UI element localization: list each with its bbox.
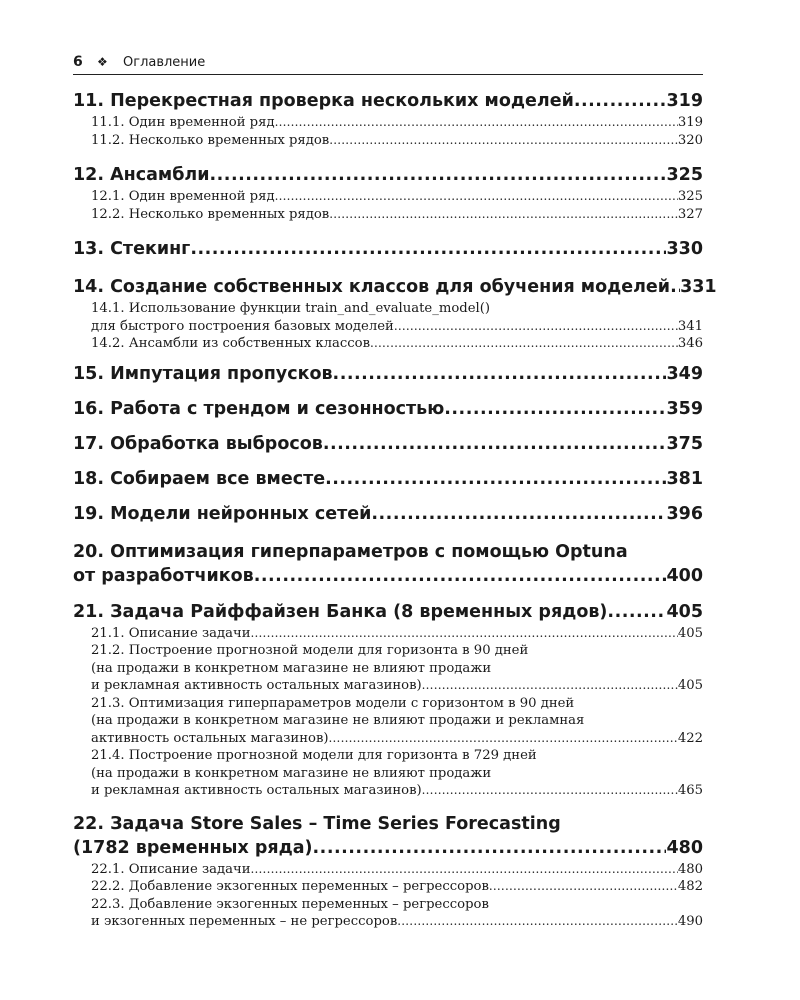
subsection-entry [91, 114, 703, 132]
chapter-entry [73, 432, 703, 456]
dot-leader [607, 600, 666, 624]
subsection-title: 14.2. Ансамбли из собственных классов [91, 336, 370, 351]
toc-chapter[interactable] [73, 600, 703, 624]
subsection-title: 21.1. Описание задачи [91, 625, 251, 641]
subsection-entry [91, 188, 703, 206]
chapter-entry [73, 502, 703, 526]
subsection-entry [91, 730, 703, 748]
subsection-page: 490 [677, 914, 703, 929]
toc-subsection[interactable] [73, 861, 703, 879]
chapter-page: 400 [666, 565, 703, 586]
chapter-title: 11. Перекрестная проверка нескольких моделей [73, 91, 574, 111]
toc-subsection[interactable] [73, 188, 703, 206]
chapter-page: 349 [666, 363, 703, 384]
dot-leader [251, 625, 678, 643]
chapter-title: 15. Импутация пропусков [73, 363, 333, 384]
subsection-list [73, 114, 703, 149]
ornament-icon: ❖ [97, 55, 108, 69]
subsection-entry [91, 913, 703, 931]
subsection-entry [91, 318, 703, 336]
chapter-page: 405 [666, 601, 703, 622]
subsection-entry [91, 677, 703, 695]
subsection-entry [91, 132, 703, 150]
dot-leader [190, 237, 666, 261]
chapter-title: 19. Модели нейронных сетей [73, 503, 372, 524]
chapter-page: 319 [666, 91, 703, 111]
running-title: Оглавление [123, 54, 206, 70]
chapter-title: 16. Работа с трендом и сезонностью [73, 398, 445, 419]
subsection-page: 405 [677, 678, 703, 693]
dot-leader [323, 432, 667, 456]
subsection-list [73, 625, 703, 800]
dot-leader [397, 913, 678, 931]
chapter-page: 359 [666, 398, 703, 419]
subsection-page: 482 [677, 879, 703, 894]
chapter-entry [73, 275, 717, 299]
subsection-title: 12.2. Несколько временных рядов [91, 206, 330, 222]
toc-chapter[interactable] [73, 397, 703, 421]
chapter-title: 14. Создание собственных классов для обучения моделей [73, 277, 671, 297]
subsection-title: для быстрого построения базовых моделей [91, 318, 394, 334]
dot-leader [333, 362, 667, 386]
toc-chapter[interactable] [73, 237, 703, 261]
dot-leader [370, 335, 678, 353]
dot-leader [670, 275, 680, 299]
toc-subsection[interactable] [73, 695, 703, 748]
subsection-list [73, 300, 703, 353]
chapter-title: 21. Задача Райффайзен Банка (8 временных рядов) [73, 601, 608, 622]
chapter-entry [73, 600, 703, 624]
toc-subsection[interactable] [73, 335, 703, 353]
dot-leader [210, 163, 667, 187]
chapter-title: (1782 временных ряда) [73, 837, 313, 858]
toc-chapter[interactable] [73, 467, 703, 491]
dot-leader [329, 730, 678, 748]
chapter-page: 375 [666, 433, 703, 454]
subsection-entry [91, 335, 703, 353]
toc-subsection[interactable] [73, 878, 703, 896]
chapter-title: 12. Ансамбли [73, 165, 210, 185]
subsection-page: 346 [677, 336, 703, 351]
chapter-entry [73, 397, 703, 421]
subsection-entry [91, 206, 703, 224]
dot-leader [313, 836, 667, 860]
subsection-title: и экзогенных переменных – не регрессоров [91, 914, 398, 929]
toc-subsection[interactable] [73, 642, 703, 695]
chapter-entry [73, 362, 703, 386]
toc-subsection[interactable] [73, 114, 703, 132]
chapter-title: от разработчиков [73, 565, 254, 586]
subsection-title-line: 21.4. Построение прогнозной модели для горизонта в 729 дней [91, 748, 537, 763]
toc-subsection[interactable] [73, 625, 703, 643]
chapter-title: 18. Собираем все вместе [73, 468, 326, 489]
subsection-page: 319 [677, 115, 703, 130]
chapter-entry [73, 237, 703, 261]
toc-subsection[interactable] [73, 300, 703, 335]
toc-chapter[interactable] [73, 812, 703, 860]
chapter-entry [73, 89, 703, 113]
dot-leader [422, 677, 678, 695]
subsection-title-line: (на продажи в конкретном магазине не влияют продажи и рекламная [91, 713, 585, 728]
subsection-title: 22.1. Описание задачи [91, 861, 251, 877]
subsection-title-line: (на продажи в конкретном магазине не влияют продажи [91, 660, 492, 676]
chapter-page: 331 [680, 277, 717, 297]
subsection-page: 422 [677, 730, 703, 746]
dot-leader [254, 564, 667, 588]
subsection-page: 405 [677, 625, 703, 641]
toc-chapter[interactable] [73, 432, 703, 456]
chapter-page: 480 [666, 837, 703, 858]
subsection-entry [91, 625, 703, 643]
dot-leader [329, 206, 678, 224]
toc-chapter[interactable] [73, 362, 703, 386]
chapter-title-line: 20. Оптимизация гиперпараметров с помощью Optuna [73, 541, 628, 562]
dot-leader [329, 132, 678, 150]
subsection-title: 11.1. Один временной ряд [91, 115, 275, 130]
subsection-page: 465 [677, 783, 703, 798]
subsection-title: и рекламная активность остальных магазинов) [91, 678, 422, 693]
chapter-page: 396 [666, 503, 703, 524]
toc-chapter[interactable] [73, 275, 717, 299]
toc-subsection[interactable] [73, 206, 703, 224]
chapter-entry [73, 836, 703, 860]
dot-leader [489, 878, 678, 896]
dot-leader [325, 467, 666, 491]
running-header [73, 50, 703, 75]
dot-leader [574, 89, 667, 113]
toc-subsection[interactable] [73, 132, 703, 150]
subsection-entry [91, 878, 703, 896]
subsection-page: 320 [677, 132, 703, 148]
toc-subsection[interactable] [73, 747, 703, 800]
subsection-title: 11.2. Несколько временных рядов [91, 132, 330, 148]
toc-chapter[interactable] [73, 540, 703, 588]
dot-leader [394, 318, 678, 336]
chapter-entry [73, 467, 703, 491]
toc-chapter[interactable] [73, 89, 703, 113]
chapter-page: 330 [666, 239, 703, 259]
toc-subsection[interactable] [73, 896, 703, 931]
subsection-title-line: 21.2. Построение прогнозной модели для горизонта в 90 дней [91, 643, 529, 658]
dot-leader [251, 861, 678, 879]
chapter-title-line: 22. Задача Store Sales – Time Series Forecasting [73, 813, 561, 834]
chapter-page: 381 [666, 468, 703, 489]
subsection-title-line: 14.1. Использование функции train_and_evaluate_model() [91, 301, 491, 316]
table-of-contents [73, 89, 717, 931]
toc-chapter[interactable] [73, 502, 703, 526]
page-number: 6 [73, 54, 83, 70]
subsection-page: 341 [677, 318, 703, 334]
dot-leader [444, 397, 666, 421]
subsection-title-line: 22.3. Добавление экзогенных переменных – регрессоров [91, 896, 489, 912]
subsection-list [73, 861, 703, 931]
subsection-title-line: (на продажи в конкретном магазине не влияют продажи [91, 765, 492, 781]
dot-leader [422, 782, 678, 800]
chapter-title: 13. Стекинг [73, 239, 191, 259]
subsection-title: 12.1. Один временной ряд [91, 189, 275, 204]
chapter-entry [73, 163, 703, 187]
subsection-entry [91, 861, 703, 879]
subsection-title: и рекламная активность остальных магазинов) [91, 783, 422, 798]
toc-page [73, 50, 717, 931]
chapter-page: 325 [666, 165, 703, 185]
dot-leader [275, 188, 678, 206]
subsection-title: активность остальных магазинов) [91, 730, 329, 746]
dot-leader [371, 502, 666, 526]
subsection-title: 22.2. Добавление экзогенных переменных – регрессоров [91, 879, 489, 894]
subsection-list [73, 188, 703, 223]
toc-chapter[interactable] [73, 163, 703, 187]
chapter-entry [73, 564, 703, 588]
chapter-title: 17. Обработка выбросов [73, 433, 323, 454]
subsection-entry [91, 782, 703, 800]
dot-leader [275, 114, 678, 132]
subsection-page: 327 [677, 206, 703, 222]
subsection-page: 480 [677, 861, 703, 877]
subsection-page: 325 [677, 189, 703, 204]
subsection-title-line: 21.3. Оптимизация гиперпараметров модели с горизонтом в 90 дней [91, 695, 575, 711]
